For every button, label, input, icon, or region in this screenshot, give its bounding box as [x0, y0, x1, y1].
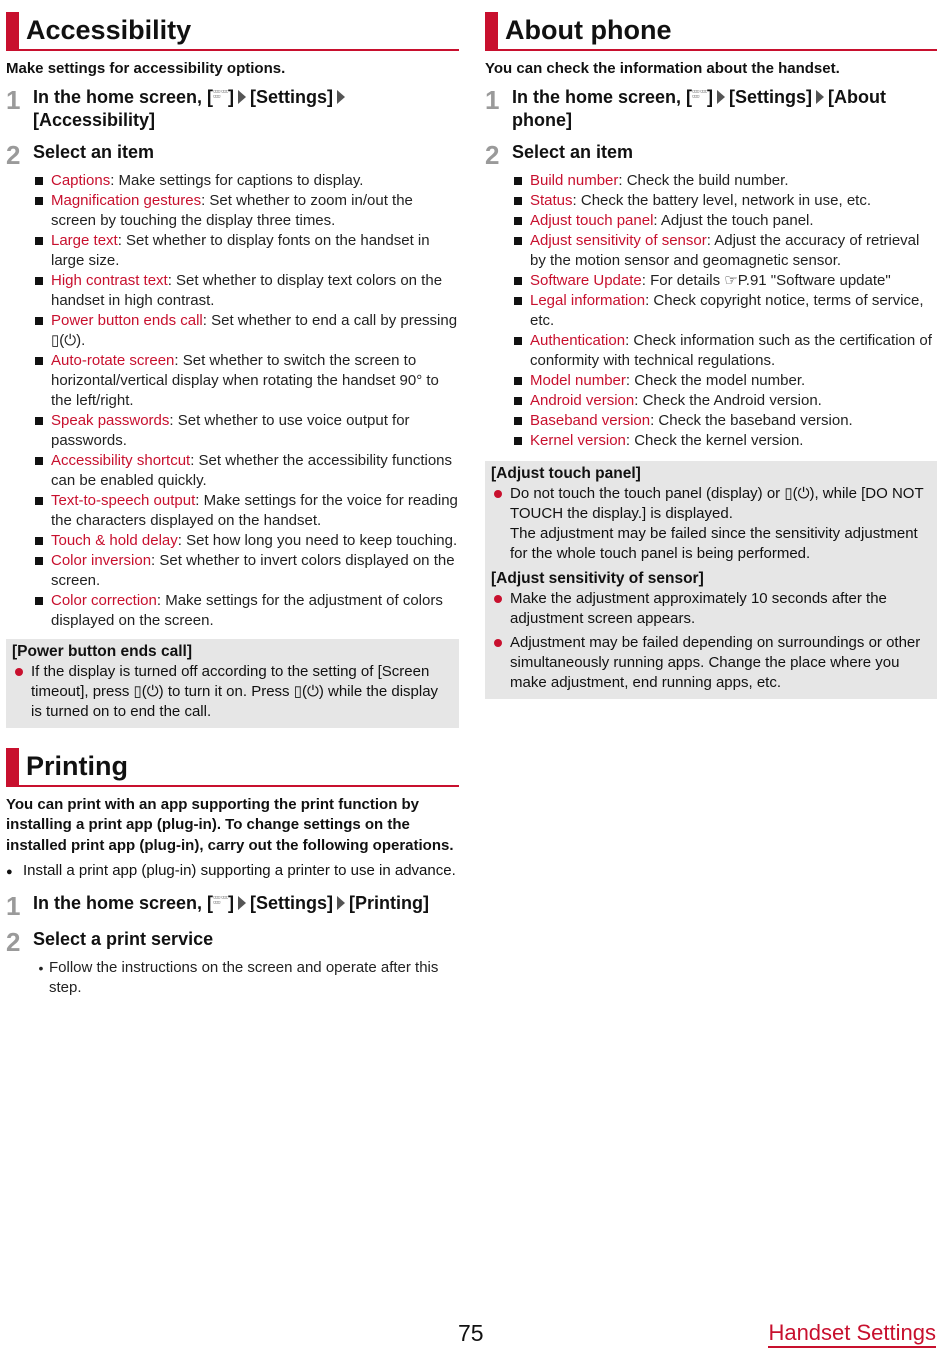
- step-text-mid: ]: [228, 893, 235, 913]
- apps-grid-icon: ▫▫▫ ▫▫▫ ▫▫▫: [213, 895, 228, 907]
- info-box-text: Make the adjustment approximately 10 seconds after the adjustment screen appears.: [510, 589, 887, 627]
- square-bullet-icon: [35, 457, 43, 465]
- square-bullet-icon: [35, 277, 43, 285]
- item-desc: : Check the battery level, network in use, etc.: [572, 191, 872, 209]
- about-info-box: [485, 461, 937, 699]
- square-bullet-icon: [514, 397, 522, 405]
- item-desc: : Set whether to use voice output for passwords.: [51, 411, 410, 449]
- square-bullet-icon: [35, 357, 43, 365]
- apps-grid-icon: ▫▫▫ ▫▫▫ ▫▫▫: [692, 88, 707, 101]
- item-term: Speak passwords: [51, 411, 170, 429]
- printing-title: Printing: [26, 750, 128, 781]
- step-number: 1: [6, 891, 21, 921]
- square-bullet-icon: [35, 537, 43, 545]
- step-text-prefix: In the home screen, [: [33, 893, 214, 913]
- list-item: [33, 351, 459, 411]
- printing-bullets: [33, 958, 459, 998]
- item-term: Legal information: [530, 291, 646, 309]
- about-step-2: [485, 141, 937, 168]
- list-item: [33, 531, 459, 551]
- printing-step-1: [6, 892, 459, 919]
- item-desc: : Set whether to switch the screen to horizontal/vertical display when rotating the handset 90° to the left/right.: [51, 351, 439, 409]
- list-item: [512, 231, 937, 271]
- step-text-mid: ]: [228, 86, 235, 107]
- accessibility-target: [Accessibility]: [33, 109, 156, 130]
- square-bullet-icon: [514, 177, 522, 185]
- list-item: [512, 331, 937, 371]
- step-text: Select a print service: [33, 929, 214, 949]
- accessibility-intro: Make settings for accessibility options.: [6, 60, 286, 77]
- item-desc: : Check the model number.: [625, 371, 806, 389]
- arrow-right-icon: [717, 90, 725, 104]
- list-item: [33, 171, 459, 191]
- item-term: Large text: [51, 231, 118, 249]
- accessibility-step-2: [6, 141, 459, 168]
- list-item: [512, 171, 937, 191]
- printing-intro: You can print with an app supporting the print function by installing a print app (plug-in). To change settings on the installed print app (plug-in), carry out the following operations.: [6, 795, 454, 854]
- item-desc: : Set whether to end a call by pressing ▯(⏻).: [51, 311, 458, 349]
- power-button-info-box: [6, 639, 459, 728]
- square-bullet-icon: [514, 277, 522, 285]
- apps-grid-icon: ▫▫▫ ▫▫▫ ▫▫▫: [213, 88, 228, 101]
- printing-heading: [6, 748, 459, 787]
- square-bullet-icon: [514, 417, 522, 425]
- item-term: Kernel version: [530, 431, 626, 449]
- item-desc: : Check the kernel version.: [625, 431, 804, 449]
- heading-bar: [485, 12, 498, 49]
- step-text-prefix: In the home screen, [: [512, 86, 693, 107]
- item-desc: : Set whether to invert colors displayed on the screen.: [51, 551, 455, 589]
- list-item: [512, 271, 937, 291]
- accessibility-heading: [6, 12, 459, 51]
- black-dot-icon: ●: [6, 866, 13, 878]
- arrow-right-icon: [238, 896, 246, 910]
- page-number: 75: [458, 1320, 484, 1346]
- arrow-right-icon: [337, 896, 345, 910]
- about-item-list: [512, 171, 937, 451]
- step-text: Select an item: [512, 141, 634, 162]
- settings-label: [Settings]: [729, 86, 813, 107]
- square-bullet-icon: [514, 297, 522, 305]
- list-item: [512, 431, 937, 451]
- item-term: Auto-rotate screen: [51, 351, 175, 369]
- item-term: Power button ends call: [51, 311, 203, 329]
- about-target: [About phone]: [512, 86, 887, 130]
- square-bullet-icon: [35, 237, 43, 245]
- list-item: [33, 551, 459, 591]
- item-desc: : For details ☞P.91 "Software update": [641, 271, 891, 289]
- printing-target: [Printing]: [349, 893, 430, 913]
- printing-step-2: [6, 928, 459, 955]
- list-item: [33, 311, 459, 351]
- step-text: Select an item: [33, 141, 155, 162]
- accessibility-item-list: [33, 171, 459, 631]
- arrow-right-icon: [816, 90, 824, 104]
- bullet-text: Follow the instructions on the screen and operate after this step.: [49, 959, 439, 996]
- info-box-text: Do not touch the touch panel (display) or ▯(⏻), while [DO NOT TOUCH the display.] is displayed.: [510, 484, 924, 522]
- about-step-1: [485, 86, 937, 132]
- item-desc: : Set whether to display text colors on the handset in high contrast.: [51, 271, 443, 309]
- list-item: [33, 191, 459, 231]
- square-bullet-icon: [514, 237, 522, 245]
- info-box-text: The adjustment may be failed since the sensitivity adjustment for the whole touch panel is being performed.: [510, 524, 918, 562]
- step-number: 1: [6, 84, 21, 115]
- item-desc: : Check copyright notice, terms of service, etc.: [530, 291, 924, 329]
- arrow-right-icon: [238, 90, 246, 104]
- list-item: [512, 411, 937, 431]
- square-bullet-icon: [35, 417, 43, 425]
- left-column: [6, 12, 459, 998]
- item-desc: : Check information such as the certification of conformity with technical regulations.: [530, 331, 932, 369]
- info-box-item: [491, 484, 931, 564]
- list-item: [33, 411, 459, 451]
- square-bullet-icon: [514, 377, 522, 385]
- step-number: 2: [6, 927, 21, 957]
- info-box-text: Adjustment may be failed depending on surroundings or other simultaneously running apps. Change the place where you make adjustment, end running apps, etc.: [510, 633, 921, 691]
- item-desc: : Adjust the accuracy of retrieval by the motion sensor and geomagnetic sensor.: [530, 231, 920, 269]
- square-bullet-icon: [35, 557, 43, 565]
- item-term: Magnification gestures: [51, 191, 202, 209]
- printing-note: [6, 861, 459, 882]
- step-number: 2: [485, 139, 500, 170]
- info-box-title: [Power button ends call]: [12, 642, 192, 660]
- square-bullet-icon: [514, 437, 522, 445]
- list-item: [33, 591, 459, 631]
- item-desc: : Make settings for captions to display.: [110, 171, 364, 189]
- info-box-item: [491, 589, 931, 629]
- item-desc: : Make settings for the voice for reading the characters displayed on the handset.: [51, 491, 458, 529]
- square-bullet-icon: [514, 197, 522, 205]
- item-term: Adjust sensitivity of sensor: [530, 231, 707, 249]
- square-bullet-icon: [35, 597, 43, 605]
- printing-note-text: Install a print app (plug-in) supporting a printer to use in advance.: [23, 862, 456, 879]
- list-item: [512, 291, 937, 331]
- item-term: Status: [530, 191, 573, 209]
- item-desc: : Set whether the accessibility functions can be enabled quickly.: [51, 451, 453, 489]
- item-term: Build number: [530, 171, 619, 189]
- item-desc: : Check the baseband version.: [650, 411, 853, 429]
- item-term: Software Update: [530, 271, 642, 289]
- item-desc: : Adjust the touch panel.: [653, 211, 814, 229]
- item-term: Captions: [51, 171, 111, 189]
- item-term: Color correction: [51, 591, 157, 609]
- info-box-item: [12, 662, 453, 722]
- about-title: About phone: [505, 15, 672, 45]
- square-bullet-icon: [514, 217, 522, 225]
- item-desc: : Check the build number.: [618, 171, 789, 189]
- item-term: Text-to-speech output: [51, 491, 196, 509]
- accessibility-title: Accessibility: [26, 15, 192, 45]
- item-desc: : Set whether to zoom in/out the screen by touching the display three times.: [51, 191, 413, 229]
- about-intro: You can check the information about the handset.: [485, 60, 840, 77]
- red-dot-icon: [15, 668, 23, 676]
- item-term: Adjust touch panel: [530, 211, 654, 229]
- arrow-right-icon: [337, 90, 345, 104]
- item-term: Model number: [530, 371, 626, 389]
- square-bullet-icon: [35, 317, 43, 325]
- settings-label: [Settings]: [250, 893, 334, 913]
- square-bullet-icon: [35, 177, 43, 185]
- step-number: 2: [6, 139, 21, 170]
- section-link[interactable]: Handset Settings: [768, 1320, 936, 1348]
- square-bullet-icon: [35, 497, 43, 505]
- square-bullet-icon: [514, 337, 522, 345]
- item-desc: : Set how long you need to keep touching.: [177, 531, 458, 549]
- list-item: [512, 211, 937, 231]
- heading-bar: [6, 12, 19, 49]
- item-term: High contrast text: [51, 271, 168, 289]
- list-item: [33, 491, 459, 531]
- list-item: [512, 391, 937, 411]
- item-term: Accessibility shortcut: [51, 451, 191, 469]
- about-heading: [485, 12, 937, 51]
- red-dot-icon: [494, 639, 502, 647]
- list-item: [33, 958, 459, 998]
- square-bullet-icon: [35, 197, 43, 205]
- item-term: Touch & hold delay: [51, 531, 178, 549]
- step-text-prefix: In the home screen, [: [33, 86, 214, 107]
- list-item: [512, 371, 937, 391]
- item-desc: : Make settings for the adjustment of colors displayed on the screen.: [51, 591, 443, 629]
- item-term: Baseband version: [530, 411, 651, 429]
- heading-bar: [6, 748, 19, 785]
- step-number: 1: [485, 84, 500, 115]
- info-box-item: [491, 633, 931, 693]
- right-column: [485, 12, 937, 699]
- list-item: [33, 231, 459, 271]
- bullet-icon: •: [38, 960, 44, 976]
- item-desc: : Check the Android version.: [634, 391, 822, 409]
- info-box-text: If the display is turned off according to the setting of [Screen timeout], press ▯(⏻) to turn it on. Press ▯(⏻) while the display is turned on to end the call.: [31, 662, 439, 720]
- info-box-title: [Adjust sensitivity of sensor]: [491, 569, 704, 587]
- item-desc: : Set whether to display fonts on the handset in large size.: [51, 231, 430, 269]
- red-dot-icon: [494, 595, 502, 603]
- list-item: [512, 191, 937, 211]
- list-item: [33, 271, 459, 311]
- red-dot-icon: [494, 490, 502, 498]
- accessibility-step-1: [6, 86, 459, 132]
- item-term: Authentication: [530, 331, 626, 349]
- info-box-title: [Adjust touch panel]: [491, 464, 641, 482]
- list-item: [33, 451, 459, 491]
- settings-label: [Settings]: [250, 86, 334, 107]
- step-text-mid: ]: [707, 86, 714, 107]
- item-term: Android version: [530, 391, 635, 409]
- item-term: Color inversion: [51, 551, 152, 569]
